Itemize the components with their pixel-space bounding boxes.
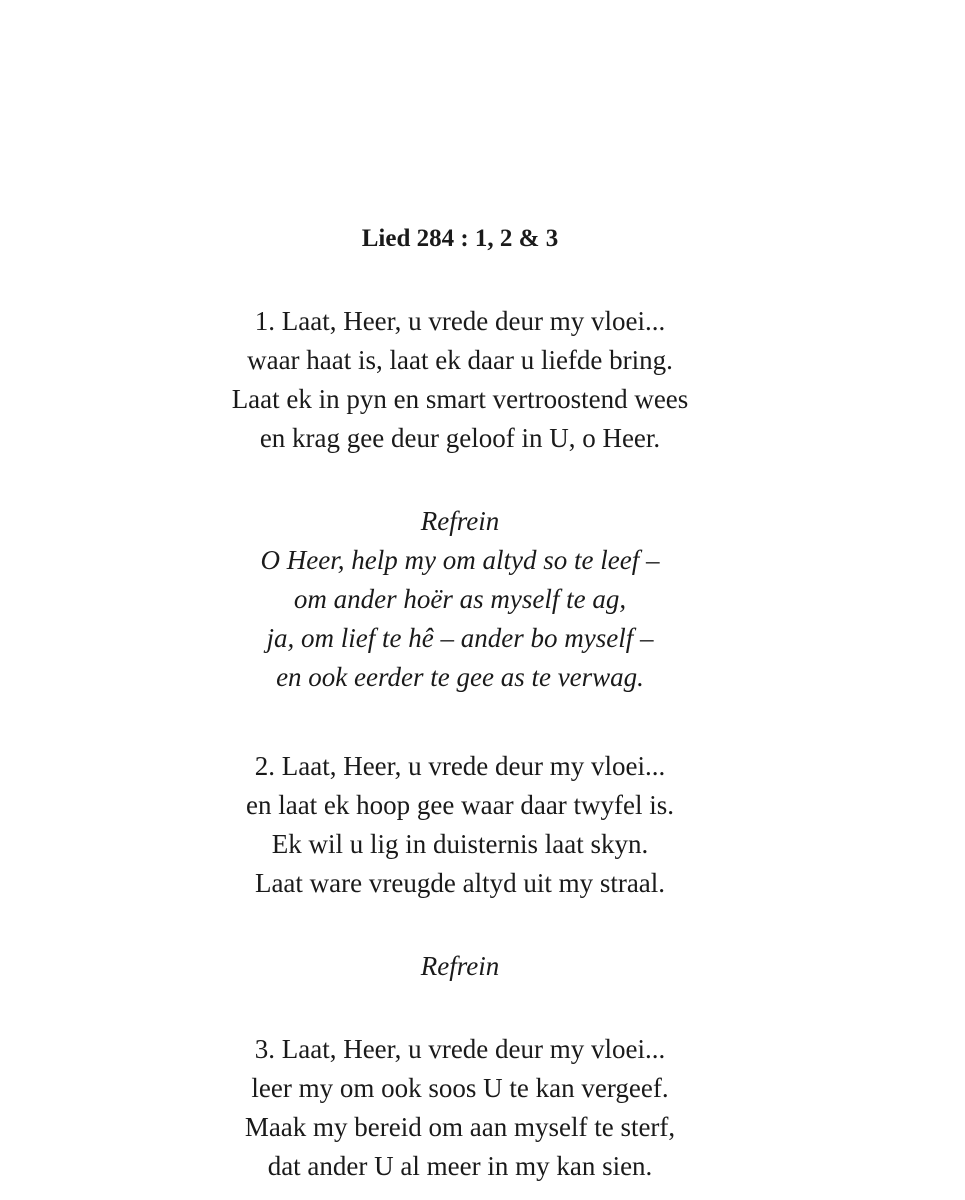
page-title: Lied 284 : 1, 2 & 3: [361, 225, 559, 252]
verse-line: en laat ek hoop gee waar daar twyfel is.: [245, 790, 675, 820]
verse-3: [0, 1030, 920, 1186]
verse-line: dat ander U al meer in my kan sien.: [267, 1151, 653, 1181]
refrein-line: ja, om lief te hê – ander bo myself –: [266, 623, 654, 653]
refrein: [0, 541, 920, 697]
verse-line: 2. Laat, Heer, u vrede deur my vloei...: [254, 751, 666, 781]
refrein-line: O Heer, help my om altyd so te leef –: [260, 545, 660, 575]
verse-line: Maak my bereid om aan myself te sterf,: [244, 1112, 676, 1142]
refrein-line: en ook eerder te gee as te verwag.: [276, 662, 644, 692]
refrein-heading-2: [0, 947, 920, 986]
verse-line: leer my om ook soos U te kan vergeef.: [251, 1073, 669, 1103]
verse-line: en krag gee deur geloof in U, o Heer.: [259, 423, 661, 453]
refrein-line: om ander hoër as myself te ag,: [293, 584, 627, 614]
verse-1: [0, 302, 920, 458]
verse-line: Laat ware vreugde altyd uit my straal.: [254, 868, 666, 898]
verse-line: 3. Laat, Heer, u vrede deur my vloei...: [254, 1034, 666, 1064]
verse-line: 1. Laat, Heer, u vrede deur my vloei...: [254, 306, 666, 336]
refrein-heading: [0, 502, 920, 541]
verse-line: waar haat is, laat ek daar u liefde bring.: [247, 345, 673, 375]
refrein-label: Refrein: [420, 506, 500, 536]
refrein-label: Refrein: [420, 951, 500, 981]
verse-line: Ek wil u lig in duisternis laat skyn.: [271, 829, 649, 859]
verse-line: Laat ek in pyn en smart vertroostend wees: [231, 384, 689, 414]
verse-2: [0, 747, 920, 903]
